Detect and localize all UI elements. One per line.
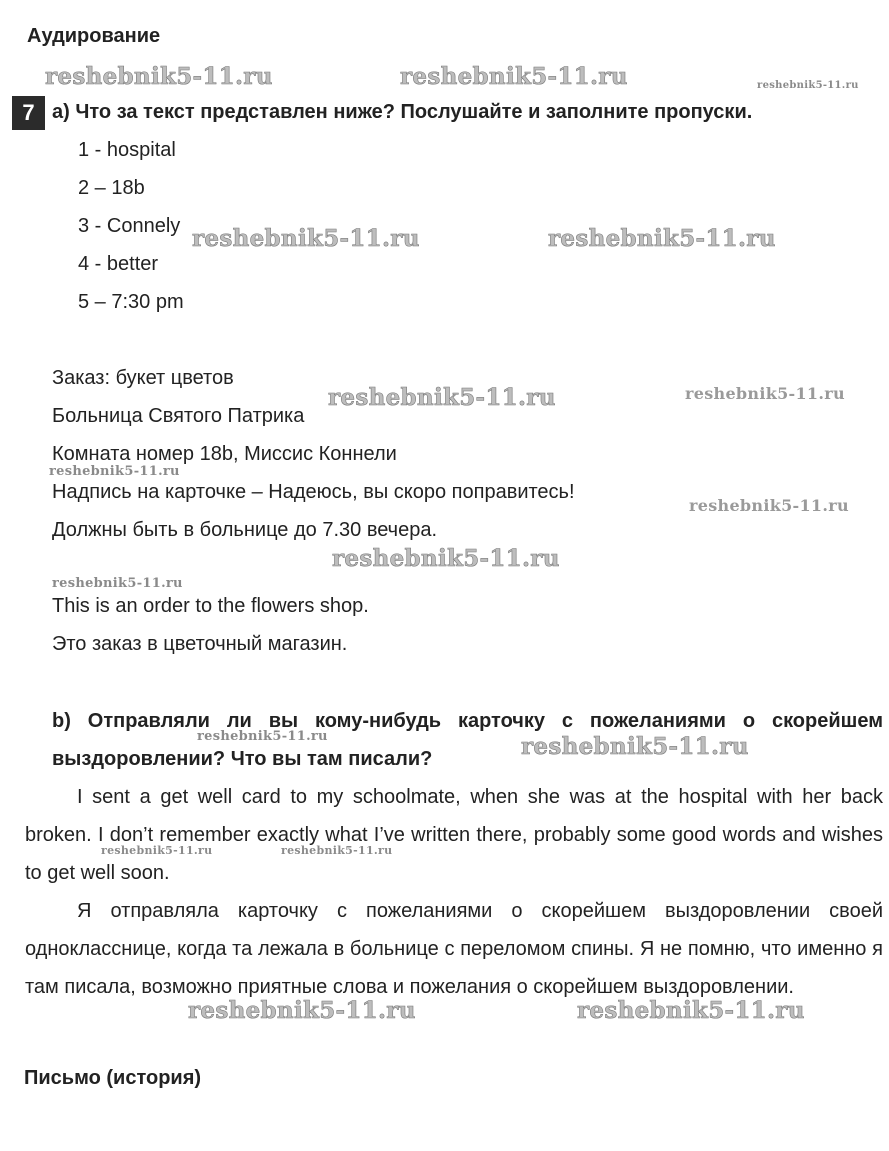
- watermark: reshebnik5-11.ru: [521, 733, 749, 760]
- watermark: reshebnik5-11.ru: [281, 844, 393, 857]
- watermark: reshebnik5-11.ru: [328, 384, 556, 411]
- order-line-3: Комната номер 18b, Миссис Коннели: [52, 443, 397, 465]
- watermark: reshebnik5-11.ru: [689, 496, 849, 515]
- section-title-writing: Письмо (история): [24, 1067, 202, 1089]
- answer-b-russian-text: Я отправляла карточку с пожеланиями о скорейшем выздоровлении своей однокласснице, когда та лежала в больнице с переломом спины. Я не помню, что именно я там писала, возможно приятные слова и пожелания о скорейшем выздоровлении.: [25, 900, 883, 998]
- order-line-1: Заказ: букет цветов: [52, 367, 234, 389]
- watermark: reshebnik5-11.ru: [400, 63, 628, 90]
- watermark: reshebnik5-11.ru: [548, 225, 776, 252]
- summary-english: This is an order to the flowers shop.: [52, 595, 369, 617]
- watermark: reshebnik5-11.ru: [49, 464, 180, 479]
- watermark: reshebnik5-11.ru: [757, 80, 859, 91]
- answer-2: 2 – 18b: [78, 177, 145, 199]
- watermark: reshebnik5-11.ru: [101, 844, 213, 857]
- question-a: a) Что за текст представлен ниже? Послушайте и заполните пропуски.: [52, 101, 753, 123]
- watermark: reshebnik5-11.ru: [45, 63, 273, 90]
- answer-4: 4 - better: [78, 253, 159, 275]
- order-line-4: Надпись на карточке – Надеюсь, вы скоро поправитесь!: [52, 481, 575, 503]
- watermark: reshebnik5-11.ru: [332, 545, 560, 572]
- watermark: reshebnik5-11.ru: [577, 997, 805, 1024]
- task-number-badge: 7: [12, 96, 45, 130]
- watermark: reshebnik5-11.ru: [685, 384, 845, 403]
- question-b: b) Отправляли ли вы кому-нибудь карточку с пожеланиями о скорейшем выздоровлении? Что вы там писали?: [52, 710, 883, 770]
- watermark: reshebnik5-11.ru: [188, 997, 416, 1024]
- order-line-5: Должны быть в больнице до 7.30 вечера.: [52, 519, 438, 541]
- answer-b-english: [25, 778, 883, 892]
- summary-russian: Это заказ в цветочный магазин.: [52, 633, 348, 655]
- answer-3: 3 - Connely: [78, 215, 181, 237]
- watermark: reshebnik5-11.ru: [197, 729, 328, 744]
- answer-b-english-text: I sent a get well card to my schoolmate, when she was at the hospital with her back broken. I don’t remember exactly what I’ve written there, probably some good words and wishes to get well soon.: [25, 786, 883, 884]
- order-line-2: Больница Святого Патрика: [52, 405, 305, 427]
- answer-b-russian: [25, 892, 883, 1006]
- answer-1: 1 - hospital: [78, 139, 176, 161]
- watermark: reshebnik5-11.ru: [52, 576, 183, 591]
- answer-5: 5 – 7:30 pm: [78, 291, 184, 313]
- section-title-listening: Аудирование: [27, 25, 161, 47]
- watermark: reshebnik5-11.ru: [192, 225, 420, 252]
